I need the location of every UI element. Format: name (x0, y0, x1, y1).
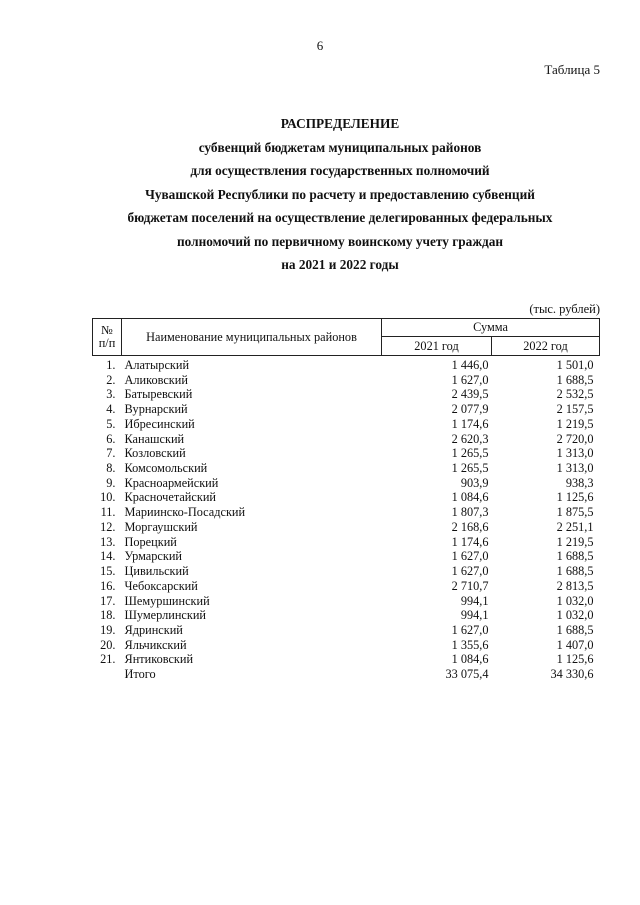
row-number: 2. (106, 372, 116, 387)
row-value-2021: 1 807,3 (451, 505, 489, 520)
title-line: бюджетам поселений на осуществление делегированных федеральных (127, 210, 553, 225)
row-value-2021: 1 446,0 (451, 358, 489, 372)
row-number: 21. (100, 652, 116, 667)
row-value-2022: 2 251,1 (556, 519, 594, 534)
table-row (93, 356, 600, 373)
title-line: Чувашской Республики по расчету и предоставлению субвенций (145, 186, 535, 202)
header-year-2021: 2021 год (382, 337, 492, 356)
table-row (93, 417, 600, 432)
row-number: 13. (100, 534, 116, 549)
title-line: полномочий по первичному воинскому учету граждан (176, 233, 503, 249)
table-row (93, 373, 600, 388)
table-row (93, 564, 600, 579)
title-line: для осуществления государственных полномочий (190, 163, 490, 178)
row-district-name: Урмарский (124, 549, 182, 564)
total-value-2021: 33 075,4 (445, 667, 489, 682)
header-sum: Сумма (382, 319, 600, 337)
row-value-2022: 1 688,5 (556, 622, 594, 637)
row-value-2022: 2 157,5 (556, 402, 594, 417)
row-value-2022: 2 532,5 (556, 387, 594, 402)
page-number: 6 (316, 38, 324, 53)
row-district-name: Цивильский (124, 564, 189, 579)
row-value-2022: 1 688,5 (556, 372, 594, 387)
table-row (93, 490, 600, 505)
row-value-2021: 903,9 (460, 475, 489, 490)
row-value-2021: 1 265,5 (451, 461, 489, 476)
row-value-2022: 1 125,6 (556, 490, 594, 505)
row-value-2021: 2 710,7 (451, 578, 489, 593)
header-name: Наименование муниципальных районов (122, 319, 382, 356)
table-label: Таблица 5 (544, 62, 600, 77)
row-district-name: Моргаушский (124, 519, 198, 534)
row-number: 7. (106, 446, 116, 461)
row-value-2022: 1 688,5 (556, 549, 594, 564)
table-row (93, 476, 600, 491)
row-district-name: Янтиковский (124, 652, 194, 667)
row-district-name: Комсомольский (124, 461, 208, 476)
row-number: 11. (100, 505, 116, 520)
row-district-name: Порецкий (124, 534, 177, 549)
row-value-2021: 2 439,5 (451, 387, 489, 402)
units-note: (тыс. рублей) (529, 302, 600, 316)
table-row (93, 549, 600, 564)
row-number: 15. (100, 564, 116, 579)
row-value-2021: 994,1 (460, 608, 489, 623)
row-district-name: Алатырский (124, 358, 190, 372)
header-year-2022: 2022 год (492, 337, 600, 356)
row-number: 16. (100, 578, 116, 593)
total-label: Итого (124, 667, 156, 682)
total-number-cell (93, 667, 122, 682)
row-number: 14. (100, 549, 116, 564)
row-district-name: Ядринский (124, 622, 183, 637)
row-value-2022: 1 407,0 (556, 637, 594, 652)
row-value-2021: 1 084,6 (451, 652, 489, 667)
row-district-name: Шемуршинский (124, 593, 210, 608)
table-row (93, 402, 600, 417)
row-value-2022: 2 720,0 (556, 431, 594, 446)
distribution-table (92, 318, 600, 682)
title-line: на 2021 и 2022 годы (281, 257, 399, 272)
table-row (93, 387, 600, 402)
row-district-name: Мариинско-Посадский (124, 505, 246, 520)
table-row (93, 623, 600, 638)
row-value-2021: 1 174,6 (451, 534, 489, 549)
table-header (93, 319, 600, 356)
row-number: 19. (100, 622, 116, 637)
header-number (93, 319, 122, 356)
row-value-2021: 1 627,0 (451, 372, 489, 387)
table-row (93, 461, 600, 476)
table-row (93, 608, 600, 623)
table-row (93, 579, 600, 594)
row-number: 5. (106, 416, 116, 431)
table-row (93, 594, 600, 609)
row-number: 12. (100, 519, 116, 534)
row-number: 1. (106, 358, 116, 372)
row-value-2021: 1 265,5 (451, 446, 489, 461)
row-value-2021: 2 168,6 (451, 519, 489, 534)
row-value-2021: 1 084,6 (451, 490, 489, 505)
table-row (93, 638, 600, 653)
row-district-name: Ибресинский (124, 416, 195, 431)
row-number: 18. (100, 608, 116, 623)
table-row (93, 535, 600, 550)
row-value-2021: 2 620,3 (451, 431, 489, 446)
row-value-2022: 1 032,0 (556, 593, 594, 608)
row-value-2022: 1 313,0 (556, 461, 594, 476)
row-district-name: Шумерлинский (124, 608, 207, 623)
table-body (93, 356, 600, 682)
row-value-2022: 2 813,5 (556, 578, 594, 593)
table-row (93, 520, 600, 535)
row-value-2022: 1 501,0 (556, 358, 594, 372)
total-value-2022: 34 330,6 (550, 667, 594, 682)
row-value-2021: 1 174,6 (451, 416, 489, 431)
row-value-2021: 1 627,0 (451, 622, 489, 637)
title-line: субвенций бюджетам муниципальных районов (198, 139, 482, 155)
row-number: 8. (106, 461, 116, 476)
row-district-name: Красноармейский (124, 475, 219, 490)
row-value-2021: 1 355,6 (451, 637, 489, 652)
header-number-line1: № (101, 323, 113, 337)
row-value-2021: 2 077,9 (451, 402, 489, 417)
row-district-name: Аликовский (124, 372, 188, 387)
row-value-2022: 1 125,6 (556, 652, 594, 667)
row-district-name: Яльчикский (124, 637, 187, 652)
table-row (93, 505, 600, 520)
row-number: 20. (100, 637, 116, 652)
row-value-2021: 1 627,0 (451, 549, 489, 564)
row-number: 3. (106, 387, 116, 402)
row-number: 6. (106, 431, 116, 446)
row-number: 10. (100, 490, 116, 505)
row-value-2022: 1 688,5 (556, 564, 594, 579)
total-row (93, 667, 600, 682)
row-value-2022: 1 219,5 (556, 534, 594, 549)
row-number: 4. (106, 402, 116, 417)
row-value-2022: 1 313,0 (556, 446, 594, 461)
header-number-line2: п/п (98, 336, 116, 350)
table-row (93, 652, 600, 667)
title-line: РАСПРЕДЕЛЕНИЕ (280, 116, 400, 131)
row-district-name: Козловский (124, 446, 186, 461)
row-district-name: Красночетайский (124, 490, 216, 505)
table-row (93, 432, 600, 447)
document-title (60, 112, 620, 277)
row-district-name: Чебоксарский (124, 578, 198, 593)
row-number: 17. (100, 593, 116, 608)
row-number: 9. (106, 475, 116, 490)
row-district-name: Канашский (124, 431, 185, 446)
table-row (93, 446, 600, 461)
row-district-name: Вурнарский (124, 402, 188, 417)
row-value-2021: 1 627,0 (451, 564, 489, 579)
row-value-2022: 1 032,0 (556, 608, 594, 623)
row-value-2021: 994,1 (460, 593, 489, 608)
row-value-2022: 938,3 (565, 475, 594, 490)
row-district-name: Батыревский (124, 387, 193, 402)
row-value-2022: 1 875,5 (556, 505, 594, 520)
row-value-2022: 1 219,5 (556, 416, 594, 431)
